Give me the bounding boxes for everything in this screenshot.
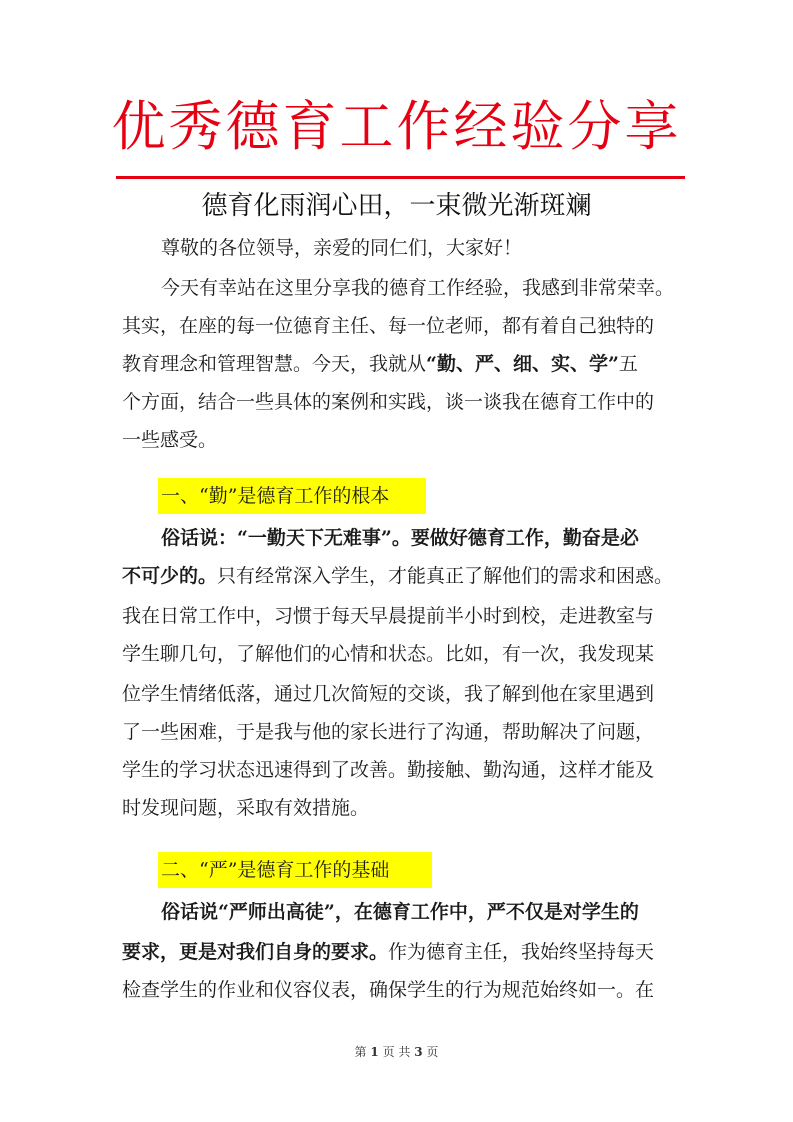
page-footer <box>0 1042 793 1062</box>
section1-line-1: 俗话说：“一勤天下无难事”。要做好德育工作，勤奋是必 <box>161 527 639 549</box>
footer-mid: 页 共 <box>382 1045 411 1059</box>
intro-line-3-c: 五 <box>618 353 638 375</box>
intro-keywords: “勤、严、细、实、学” <box>426 353 619 375</box>
document-subtitle: 德育化雨润心田，一束微光渐斑斓 <box>201 191 592 221</box>
intro-line-1: 今天有幸站在这里分享我的德育工作经验，我感到非常荣幸。 <box>161 277 675 299</box>
section2-heading: 二、“严”是德育工作的基础 <box>161 859 390 881</box>
section1-line-4: 学生聊几句，了解他们的心情和状态。比如，有一次，我发现某 <box>122 643 655 665</box>
title-divider <box>116 176 685 179</box>
section1-line-3: 我在日常工作中，习惯于每天早晨提前半小时到校，走进教室与 <box>122 605 655 627</box>
section1-line-6: 了一些困难，于是我与他的家长进行了沟通，帮助解决了问题， <box>122 721 655 743</box>
document-title: 优秀德育工作经验分享 <box>111 95 682 158</box>
intro-line-3-a: 教育理念和管理智慧。今天，我就从 <box>122 353 427 375</box>
section1-heading: 一、“勤”是德育工作的根本 <box>161 485 390 507</box>
intro-line-4: 个方面，结合一些具体的案例和实践，谈一谈我在德育工作中的 <box>122 391 655 413</box>
section1-line-2-b: 只有经常深入学生，才能真正了解他们的需求和困惑。 <box>217 565 674 587</box>
section2-line-2-a: 要求，更是对我们自身的要求。 <box>122 941 389 963</box>
intro-line-2: 其实，在座的每一位德育主任、每一位老师，都有着自己独特的 <box>122 315 655 337</box>
section1-line-5: 位学生情绪低落，通过几次简短的交谈，我了解到他在家里遇到 <box>122 683 655 705</box>
section1-line-7: 学生的学习状态迅速得到了改善。勤接触、勤沟通，这样才能及 <box>122 759 655 781</box>
section1-line-2-a: 不可少的。 <box>122 565 218 587</box>
intro-line-5: 一些感受。 <box>122 429 218 451</box>
section2-line-2-b: 作为德育主任，我始终坚持每天 <box>388 941 655 963</box>
footer-prefix: 第 <box>354 1045 367 1059</box>
footer-total-pages: 3 <box>414 1045 423 1059</box>
intro-line-3 <box>122 346 638 382</box>
footer-suffix: 页 <box>426 1045 439 1059</box>
section2-line-1: 俗话说“严师出高徒”，在德育工作中，严不仅是对学生的 <box>161 901 639 923</box>
greeting-line: 尊敬的各位领导，亲爱的同仁们，大家好！ <box>161 237 523 259</box>
section1-line-8: 时发现问题，采取有效措施。 <box>122 797 370 819</box>
section1-line-2 <box>122 558 673 594</box>
section2-line-2 <box>122 934 654 970</box>
footer-page-number: 1 <box>370 1045 379 1059</box>
section2-line-3: 检查学生的作业和仪容仪表，确保学生的行为规范始终如一。在 <box>122 979 655 1001</box>
